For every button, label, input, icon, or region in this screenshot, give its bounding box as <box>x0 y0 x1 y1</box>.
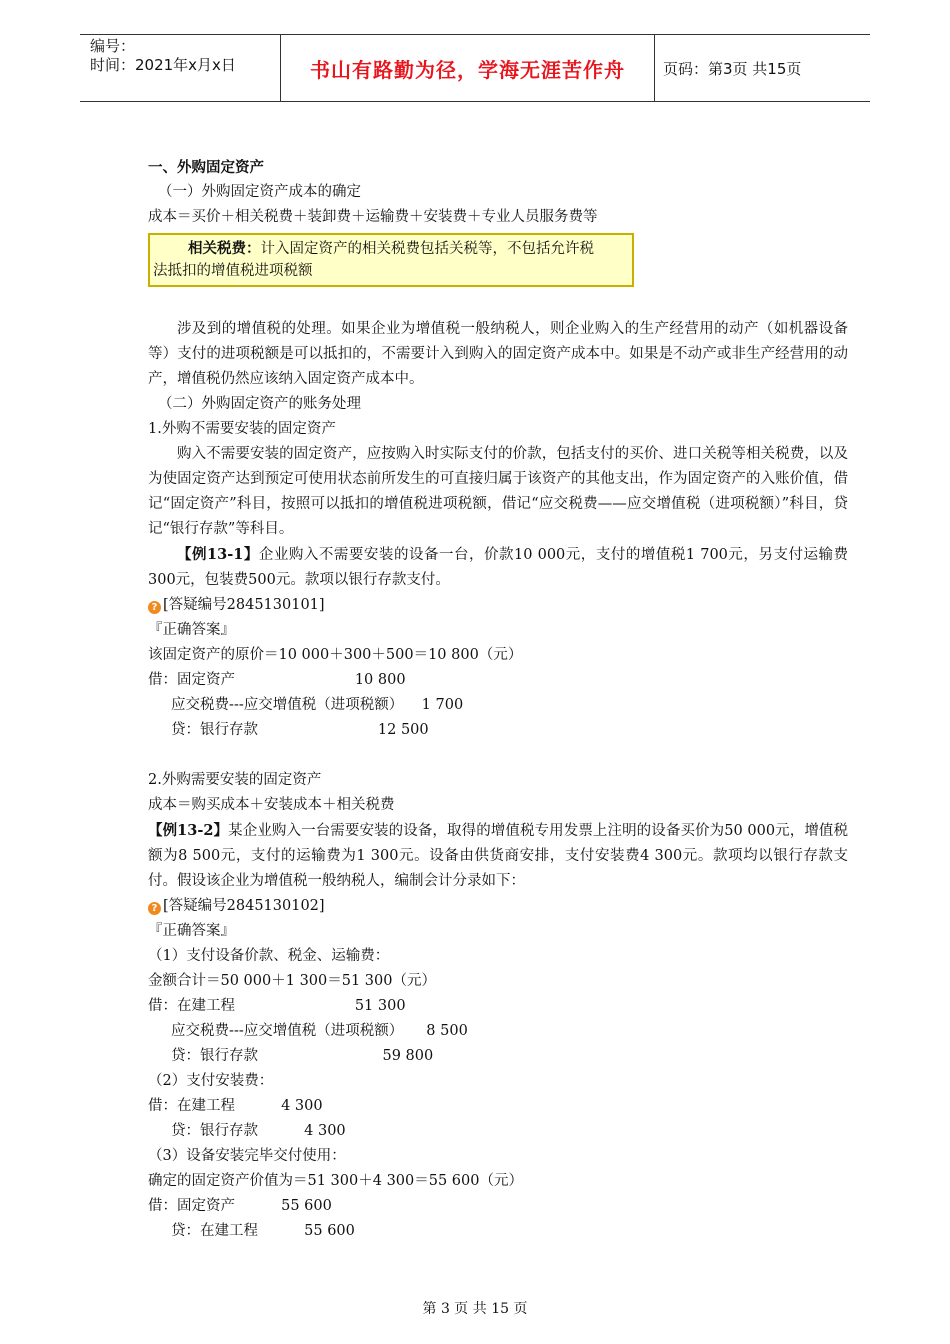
journal-line: （1）支付设备价款、税金、运输费： <box>148 948 390 964</box>
tax-note-box <box>148 233 634 287</box>
answer-label: 『正确答案』 <box>148 622 235 638</box>
example-2 <box>148 818 848 894</box>
number-label: 编号： <box>90 37 136 55</box>
journal-line: 金额合计＝50 000＋1 300＝51 300（元） <box>148 973 436 989</box>
example-text: 某企业购入一台需要安装的设备，取得的增值税专用发票上注明的设备买价为50 000元，增值税额为8 500元，支付的运输费为1 300元。设备由供货商安排，支付安装费4 300元。款项均以银行存款支付。假设该企业为增值税一般纳税人，编制会计分录如下： <box>148 823 848 889</box>
qa-reference <box>148 593 848 618</box>
journal-line: 借：在建工程 4 300 <box>148 1098 323 1114</box>
header-motto: 书山有路勤为径，学海无涯苦作舟 <box>310 57 625 82</box>
example-text: 企业购入不需要安装的设备一台，价款10 000元，支付的增值税1 700元，另支付运输费300元，包装费500元。款项以银行存款支付。 <box>148 547 848 588</box>
example-1 <box>148 542 848 593</box>
subsection-title: （二）外购固定资产的账务处理 <box>158 396 361 412</box>
header-meta <box>80 35 280 101</box>
journal-line: 该固定资产的原价＝10 000＋300＋500＝10 800（元） <box>148 647 523 663</box>
cost-formula: 成本＝购买成本＋安装成本＋相关税费 <box>148 797 395 813</box>
spacer <box>148 743 848 768</box>
point-title: 1.外购不需要安装的固定资产 <box>148 421 336 437</box>
qa-number: [答疑编号2845130101] <box>163 597 325 613</box>
example-tag: 【例13-2】 <box>148 822 229 839</box>
question-icon: ? <box>148 902 161 915</box>
question-icon: ? <box>148 601 161 614</box>
page-footer: 第 3 页 共 15 页 <box>422 1301 528 1317</box>
qa-number: [答疑编号2845130102] <box>163 898 325 914</box>
journal-line: 贷：在建工程 55 600 <box>148 1223 355 1239</box>
time-label: 时间：2021年x月x日 <box>90 56 236 74</box>
cost-formula: 成本＝买价＋相关税费＋装卸费＋运输费＋安装费＋专业人员服务费等 <box>148 209 598 225</box>
journal-line: 借：固定资产 10 800 <box>148 672 406 688</box>
point-paragraph: 购入不需要安装的固定资产，应按购入时实际支付的价款，包括支付的买价、进口关税等相关税费，以及为使固定资产达到预定可使用状态前所发生的可直接归属于该资产的其他支出，作为固定资产的入账价值，借记“固定资产”科目，按照可以抵扣的增值税进项税额，借记“应交税费——应交增值税（进项税额）”科目，贷记“银行存款”等科目。 <box>148 446 848 537</box>
vat-paragraph: 涉及到的增值税的处理。如果企业为增值税一般纳税人，则企业购入的生产经营用的动产（如机器设备等）支付的进项税额是可以抵扣的，不需要计入到购入的固定资产成本中。如果是不动产或非生产经营用的动产，增值税仍然应该纳入固定资产成本中。 <box>148 321 848 387</box>
page-header <box>80 34 870 102</box>
journal-line: 借：在建工程 51 300 <box>148 998 406 1014</box>
answer-label: 『正确答案』 <box>148 923 235 939</box>
journal-line: 确定的固定资产价值为＝51 300＋4 300＝55 600（元） <box>148 1173 523 1189</box>
journal-line: 借：固定资产 55 600 <box>148 1198 332 1214</box>
section-heading: 一、外购固定资产 <box>148 159 264 176</box>
note-label: 相关税费： <box>188 241 261 257</box>
subsection-title: （一）外购固定资产成本的确定 <box>158 184 361 200</box>
header-divider <box>654 35 655 101</box>
journal-line: 贷：银行存款 4 300 <box>148 1123 346 1139</box>
journal-line: 应交税费---应交增值税（进项税额） 8 500 <box>148 1023 468 1039</box>
example-tag: 【例13-1】 <box>177 546 259 563</box>
journal-line: （3）设备安装完毕交付使用： <box>148 1148 346 1164</box>
note-text: 计入固定资产的相关税费包括关税等，不包括允许税 <box>260 241 594 257</box>
journal-line: 应交税费---应交增值税（进项税额） 1 700 <box>148 697 464 713</box>
header-page-info: 页码：第3页 共15页 <box>663 59 802 78</box>
point-title: 2.外购需要安装的固定资产 <box>148 772 322 788</box>
note-text: 法抵扣的增值税进项税额 <box>153 263 313 279</box>
journal-line: 贷：银行存款 12 500 <box>148 722 429 738</box>
document-body <box>148 155 848 1244</box>
journal-line: （2）支付安装费： <box>148 1073 274 1089</box>
journal-line: 贷：银行存款 59 800 <box>148 1048 434 1064</box>
qa-reference <box>148 894 848 919</box>
